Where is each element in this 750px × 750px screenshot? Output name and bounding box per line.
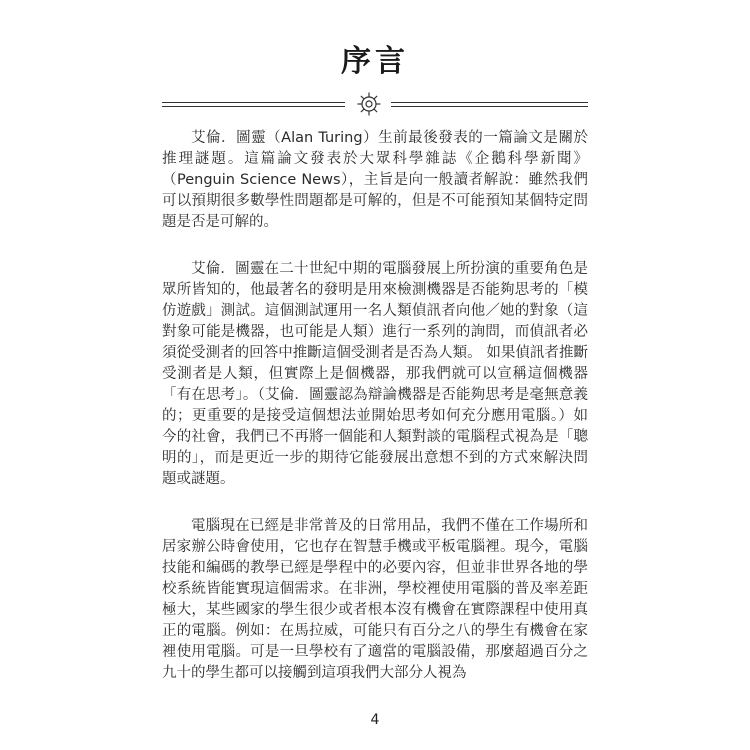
divider-rule-left	[162, 102, 345, 107]
paragraph: 艾倫．圖靈在二十世紀中期的電腦發展上所扮演的重要角色是眾所皆知的，他最著名的發明是用來檢測機器是否能夠思考的「模仿遊戲」測試。這個測試運用一名人類偵訊者向他／她的對象（這對象可能是機器，也可能是人類）進行一系列的詢問，而偵訊者必須從受測者的回答中推斷這個受測者是否為人類。 如果偵訊者推斷受測者是人類，但實際上是個機器，那我們就可以宣稱這個機器「有在思考」。（艾倫．圖靈認為辯論機器是否能夠思考是毫無意義的；更重要的是接受這個想法並開始思考如何充分應用電腦。）如今的社會，我們已不再將一個能和人類對談的電腦程式視為是「聰明的」，而是更近一步的期待它能發展出意想不到的方式來解決問題或謎題。	[162, 261, 588, 487]
gear-icon	[356, 91, 382, 117]
divider-rule-right	[391, 102, 588, 107]
page-number: 4	[370, 712, 380, 728]
preface-body	[162, 128, 588, 710]
paragraph: 艾倫．圖靈（Alan Turing）生前最後發表的一篇論文是關於推理謎題。這篇論文發表於大眾科學雜誌《企鵝科學新聞》（Penguin Science News），主旨是向一般讀者解說：雖然我們可以預期很多數學性問題都是可解的，但是不可能預知某個特定問題是否是可解的。	[162, 130, 588, 230]
paragraph: 電腦現在已經是非常普及的日常用品，我們不僅在工作場所和居家辦公時會使用，它也存在智慧手機或平板電腦裡。現今，電腦技能和編碼的教學已經是學程中的必要內容，但並非世界各地的學校系統皆能實現這個需求。在非洲，學校裡使用電腦的普及率差距極大，某些國家的學生很少或者根本沒有機會在實際課程中使用真正的電腦。例如：在馬拉威，可能只有百分之八的學生有機會在家裡使用電腦。可是一旦學校有了適當的電腦設備，那麼超過百分之九十的學生都可以接觸到這項我們大部分人視為	[162, 518, 588, 681]
page-title: 序言	[341, 44, 409, 79]
title-divider	[162, 91, 588, 117]
